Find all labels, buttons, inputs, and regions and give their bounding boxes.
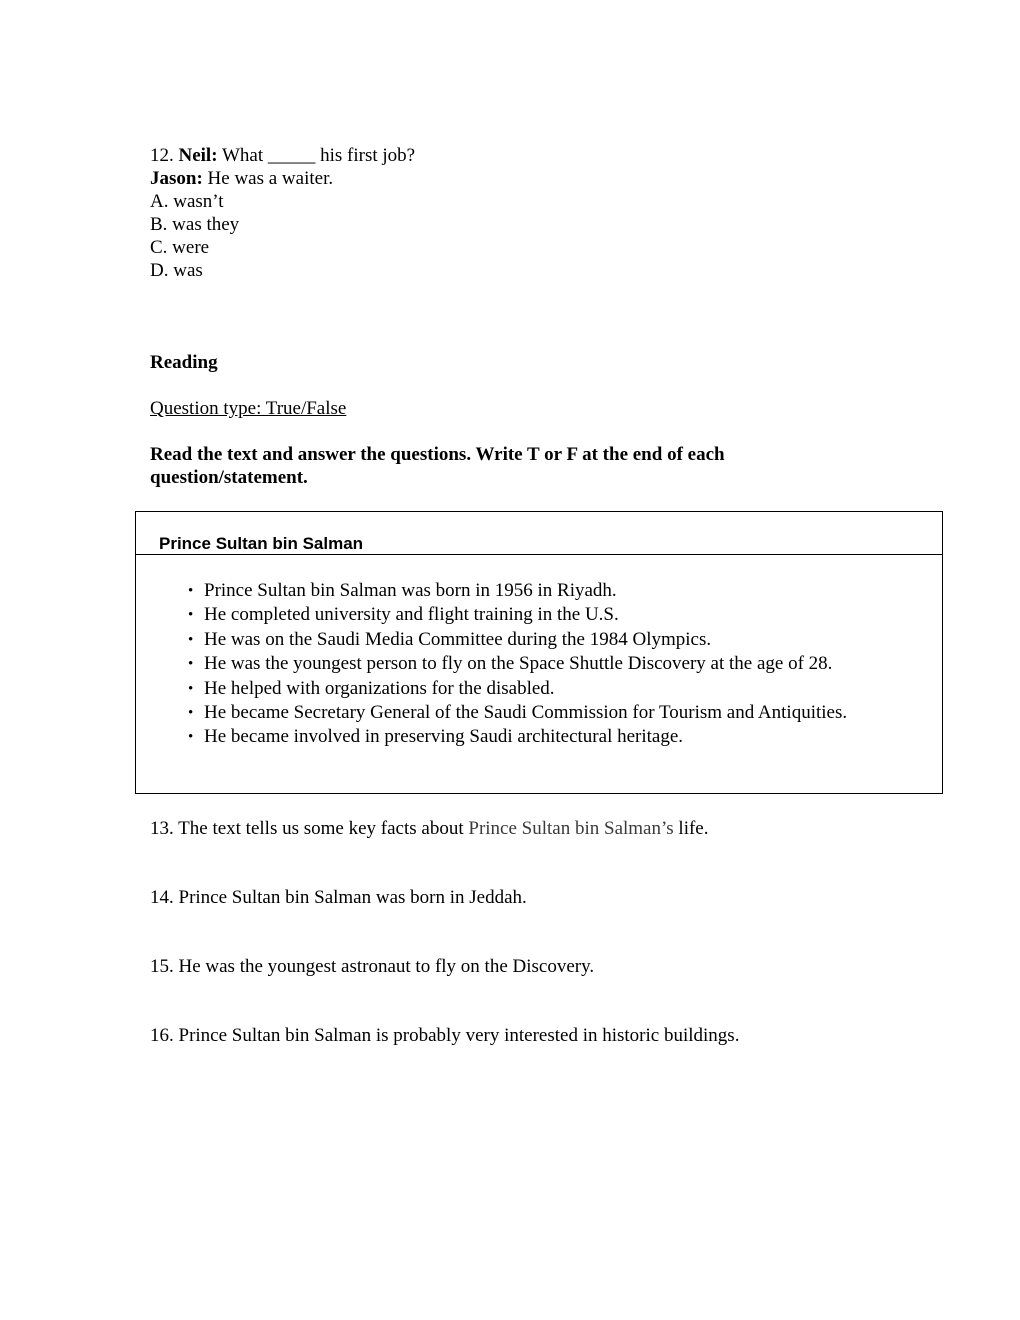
bullet-icon: • <box>188 583 194 599</box>
reading-heading: Reading <box>150 352 218 373</box>
instruction-line-2: question/statement. <box>150 467 308 488</box>
fact-text: He was the youngest person to fly on the Space Shuttle Discovery at the age of 28. <box>204 653 833 675</box>
fact-text: He was on the Saudi Media Committee during the 1984 Olympics. <box>204 628 712 650</box>
fact-item <box>136 677 847 701</box>
bullet-icon: • <box>188 631 194 648</box>
q13-suffix: life. <box>673 818 709 839</box>
q12-option-d: D. was <box>150 260 203 281</box>
q12-option-b: B. was they <box>150 214 240 235</box>
question-14: 14. Prince Sultan bin Salman was born in Jeddah. <box>150 887 527 908</box>
bullet-icon: • <box>188 680 194 697</box>
text-box-title: Prince Sultan bin Salman <box>159 534 364 553</box>
q12-answer-text: He was a waiter. <box>207 168 334 189</box>
fact-text: He became Secretary General of the Saudi Commission for Tourism and Antiquities. <box>204 701 848 723</box>
fact-text: He completed university and flight training in the U.S. <box>204 604 619 626</box>
q12-option-c: C. were <box>150 237 210 258</box>
q13-prefix: 13. The text tells us some key facts about <box>150 818 469 839</box>
fact-text: He helped with organizations for the disabled. <box>204 677 555 699</box>
text-box-header <box>136 512 942 555</box>
fact-item <box>136 725 847 749</box>
q13-name: Prince Sultan bin Salman’s <box>468 818 674 839</box>
bullet-icon: • <box>188 607 194 624</box>
fact-text: He became involved in preserving Saudi architectural heritage. <box>204 726 684 748</box>
fact-text: Prince Sultan bin Salman was born in 1956 in Riyadh. <box>204 580 617 601</box>
q12-line2 <box>150 167 333 190</box>
q12-option-a: A. wasn’t <box>150 191 224 212</box>
fact-item <box>136 579 847 603</box>
question-16: 16. Prince Sultan bin Salman is probably very interested in historic buildings. <box>150 1025 740 1046</box>
q12-speaker-jason: Jason: <box>150 168 203 189</box>
bullet-icon: • <box>188 729 194 746</box>
fact-list <box>136 579 847 750</box>
bullet-icon: • <box>188 656 194 673</box>
question-15: 15. He was the youngest astronaut to fly on the Discovery. <box>150 956 595 977</box>
question-type: Question type: True/False <box>150 398 347 419</box>
fact-item <box>136 603 847 627</box>
q12-speaker-neil: Neil: <box>178 145 218 166</box>
q12-question-text: What _____ his first job? <box>221 145 416 166</box>
fact-item <box>136 652 847 676</box>
instruction-line-1: Read the text and answer the questions. Write T or F at the end of each <box>150 444 725 465</box>
question-13 <box>150 817 709 840</box>
fact-item <box>136 701 847 725</box>
reading-text-box <box>135 511 943 794</box>
fact-item <box>136 628 847 652</box>
q12-line1 <box>150 144 415 167</box>
bullet-icon: • <box>188 704 194 721</box>
q12-number: 12. <box>150 145 174 166</box>
